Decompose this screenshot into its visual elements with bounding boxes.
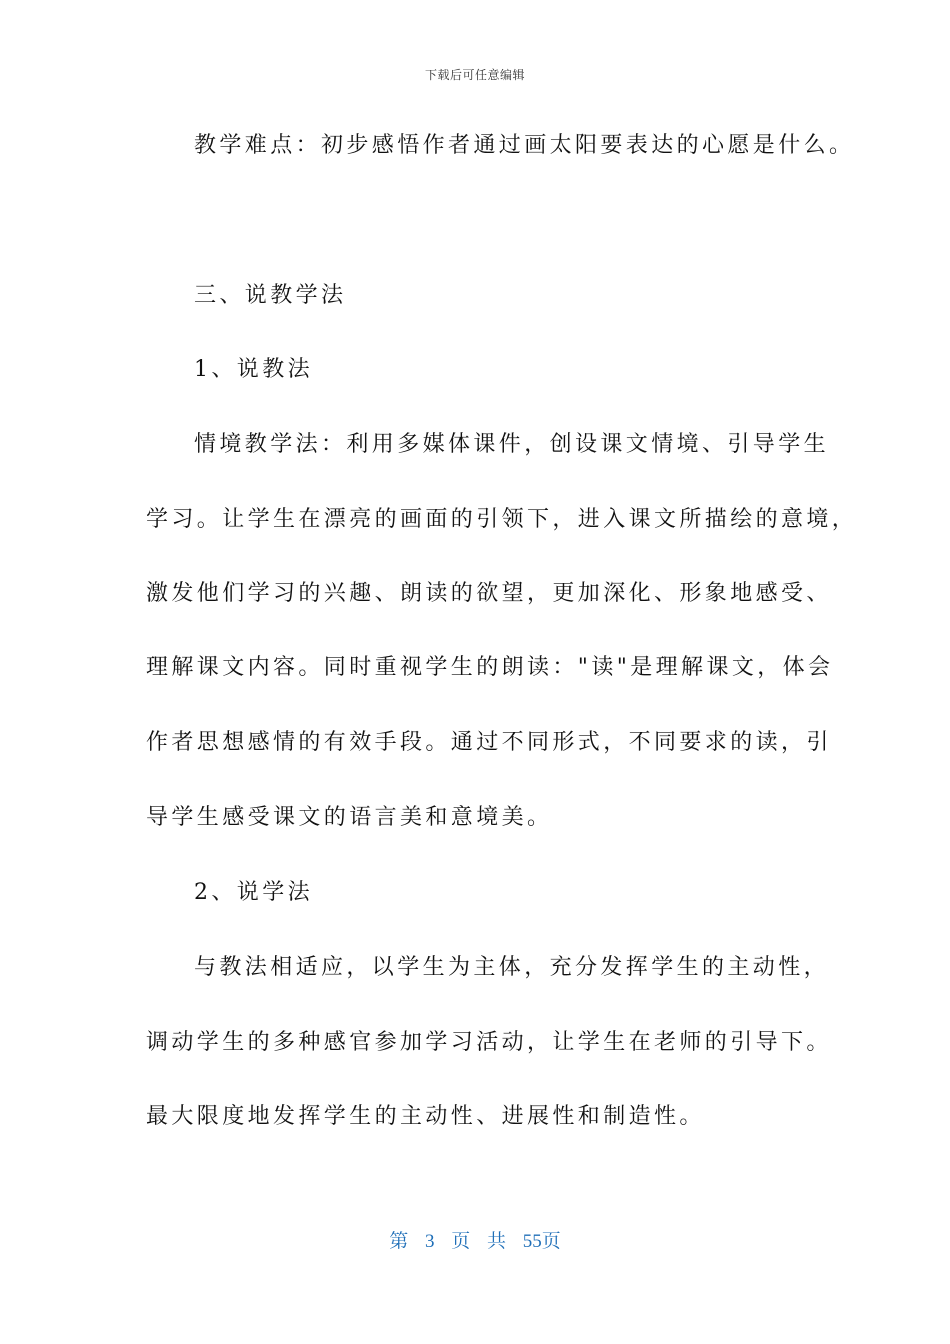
footer-total-pages: 55页	[522, 1231, 561, 1252]
para1-line-1: 情境教学法：利用多媒体课件，创设课文情境、引导学生	[194, 432, 830, 457]
para1-line-3: 激发他们学习的兴趣、朗读的欲望，更加深化、形象地感受、	[146, 581, 832, 606]
para2-line-2: 调动学生的多种感官参加学习活动，让学生在老师的引导下。	[146, 1030, 832, 1055]
para1-line-6: 导学生感受课文的语言美和意境美。	[146, 805, 553, 830]
para1-line-5: 作者思想感情的有效手段。通过不同形式，不同要求的读，引	[146, 730, 832, 755]
footer-ye: 页	[451, 1231, 471, 1252]
teaching-difficulty: 教学难点：初步感悟作者通过画太阳要表达的心愿是什么。	[194, 133, 855, 158]
footer-page-number: 3	[424, 1231, 435, 1252]
subsection-1-title: 1、说教法	[194, 357, 313, 382]
section-3-title: 三、说教学法	[194, 283, 347, 308]
footer-di: 第	[389, 1231, 409, 1252]
page-header-note: 下载后可任意编辑	[424, 68, 525, 82]
footer-gong: 共	[487, 1231, 507, 1252]
para1-line-2: 学习。让学生在漂亮的画面的引领下，进入课文所描绘的意境，	[146, 507, 858, 532]
subsection-2-title: 2、说学法	[194, 880, 313, 905]
para2-line-1: 与教法相适应，以学生为主体，充分发挥学生的主动性，	[194, 955, 830, 980]
para1-line-4: 理解课文内容。同时重视学生的朗读："读"是理解课文，体会	[146, 655, 834, 680]
para2-line-3: 最大限度地发挥学生的主动性、进展性和制造性。	[146, 1104, 705, 1129]
page-footer	[0, 1226, 950, 1253]
